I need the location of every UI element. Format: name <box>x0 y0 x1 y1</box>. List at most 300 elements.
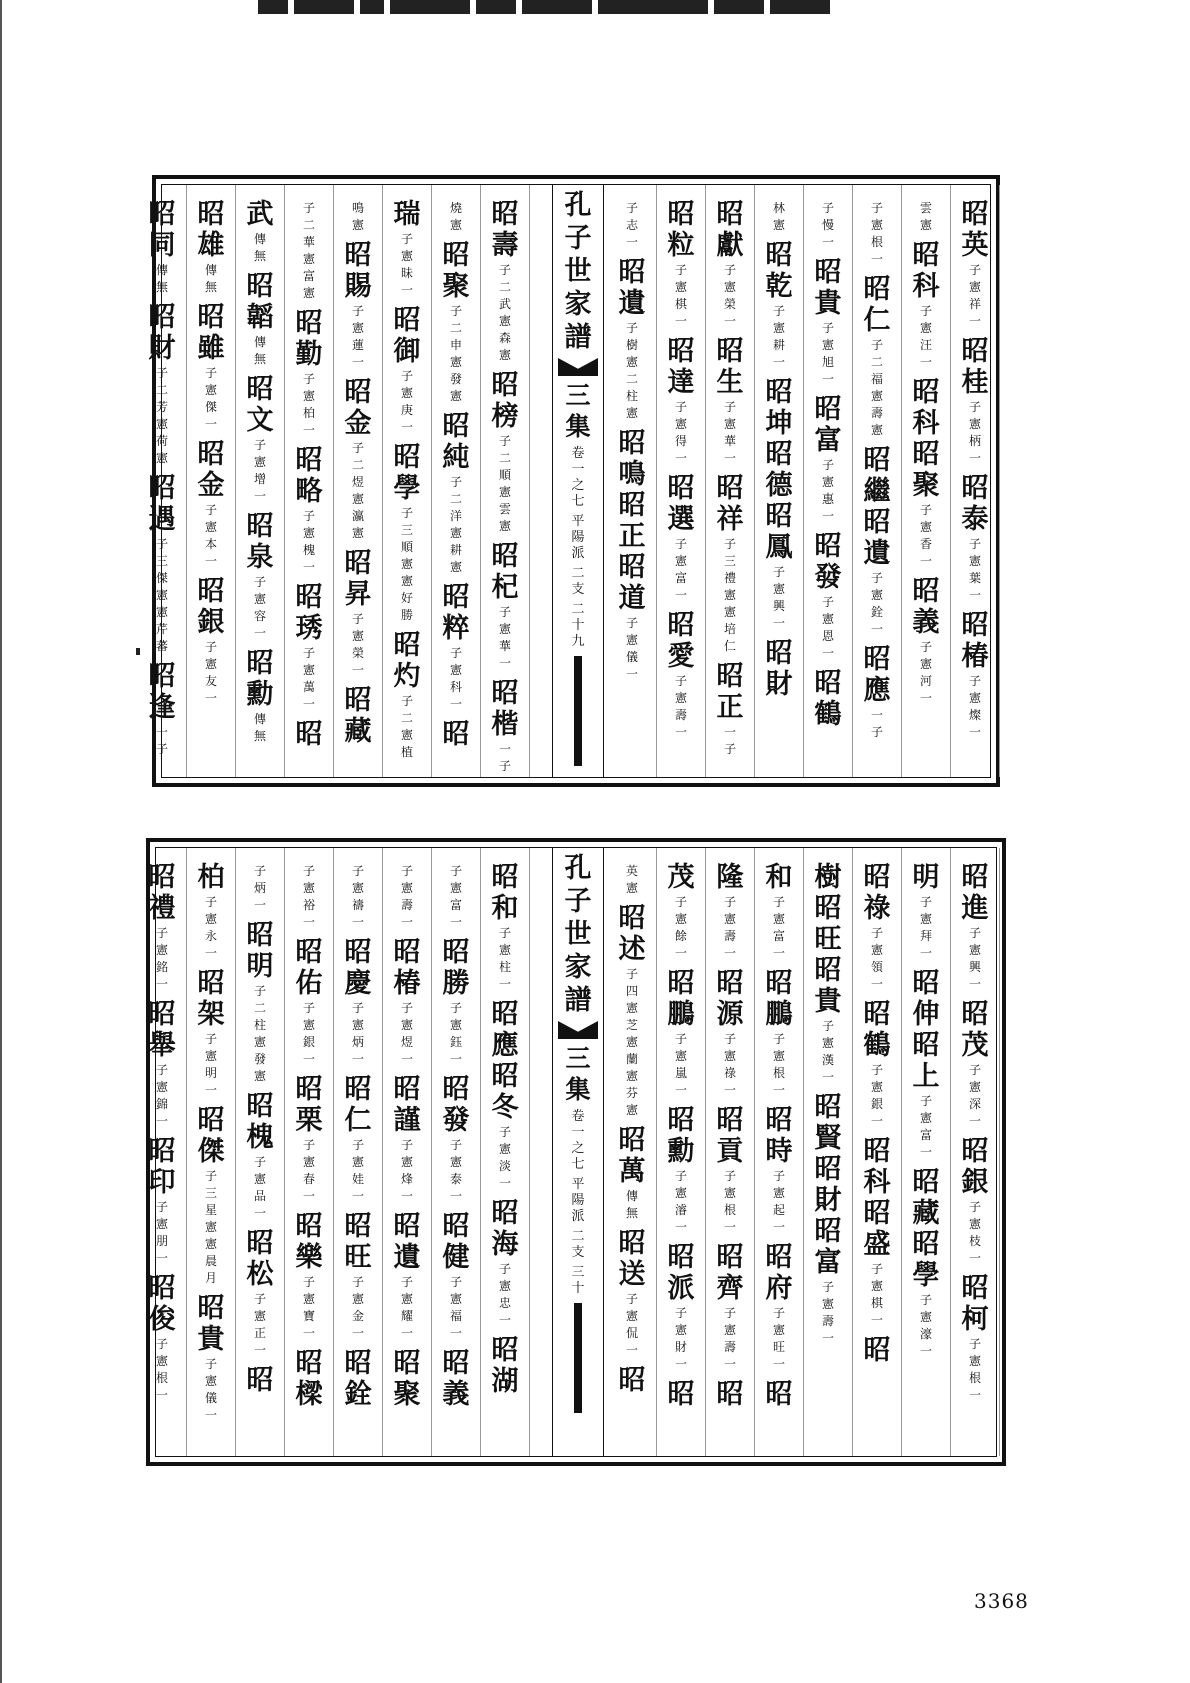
right-column <box>808 199 848 730</box>
descendant-note: 子 憲 耀 一 <box>400 1275 413 1340</box>
person-name: 昭 遇 <box>148 473 176 535</box>
right-column <box>906 199 946 713</box>
page-number: 3368 <box>974 1589 1029 1613</box>
person-name: 昭 達 <box>667 336 695 398</box>
descendant-note: 子 憲 增 一 <box>253 438 266 503</box>
descendant-note: 子 二 武 憲 森 憲 <box>498 263 511 362</box>
right-column <box>710 862 750 1410</box>
person-name: 昭 謹 <box>393 1074 421 1136</box>
column-rule <box>235 848 236 1456</box>
person-name: 昭 源 <box>716 968 744 1030</box>
person-name: 昭 勳 <box>246 648 274 710</box>
descendant-note: 子 二 洋 憲 耕 憲 <box>449 475 462 574</box>
column-rule <box>901 185 902 777</box>
left-column <box>142 862 182 1410</box>
person-name: 昭 和 <box>491 862 519 924</box>
person-name: 昭 齊 <box>716 1242 744 1304</box>
person-name: 昭 遺 <box>863 507 891 569</box>
descendant-note: 子 憲 壽 一 <box>723 1306 736 1371</box>
fishtail-mark <box>558 358 598 376</box>
person-name: 昭 榜 <box>491 370 519 432</box>
left-column <box>338 862 378 1410</box>
descendant-note: 子 憲 榮 一 <box>723 263 736 328</box>
right-column <box>612 862 652 1396</box>
descendant-note: 子 憲 銘 一 <box>155 926 168 991</box>
person-name: 昭 遺 <box>393 1211 421 1273</box>
descendant-note: 子 憲 永 一 <box>204 895 217 960</box>
descendant-note: 子 憲 恩 一 <box>821 595 834 660</box>
descendant-note: 子 二 福 憲 壽 憲 <box>870 338 883 437</box>
column-rule <box>852 185 853 777</box>
person-name: 昭 <box>442 719 470 750</box>
person-name: 昭 鶴 <box>814 668 842 730</box>
descendant-note: 傳 無 <box>253 232 266 263</box>
person-name: 昭 義 <box>912 576 940 638</box>
sub-branch-label: 二 支 <box>571 566 585 597</box>
person-name: 昭 勤 <box>295 308 323 370</box>
person-name: 昭 桂 <box>961 336 989 398</box>
descendant-note: 子 憲 旭 一 <box>821 321 834 386</box>
left-column <box>289 862 329 1410</box>
person-name: 昭 樑 <box>295 1348 323 1410</box>
descendant-note: 子 憲 儀 一 <box>625 616 638 681</box>
sub-branch-label: 二 支 <box>571 1229 585 1260</box>
descendant-note: 子 憲 根 一 <box>772 1032 785 1097</box>
person-name: 昭 <box>667 1379 695 1410</box>
person-name: 昭 金 <box>344 377 372 439</box>
descendant-note: 子 憲 烽 一 <box>400 1138 413 1203</box>
person-name: 昭 伸 <box>912 968 940 1030</box>
descendant-note: 子 憲 炳 一 <box>351 1001 364 1066</box>
fishtail-mark <box>558 1021 598 1039</box>
book-title: 孔 子 世 家 譜 <box>564 853 592 1016</box>
person-name: 昭 獻 <box>716 199 744 261</box>
descendant-note: 子 二 順 憲 雲 憲 <box>498 434 511 533</box>
person-name: 昭 時 <box>765 1105 793 1167</box>
column-rule <box>656 848 657 1456</box>
person-name: 昭 富 <box>814 1216 842 1278</box>
person-name: 昭 仁 <box>344 1074 372 1136</box>
descendant-note: 子 憲 香 一 <box>919 503 932 568</box>
descendant-note: 子 憲 娃 一 <box>351 1138 364 1203</box>
person-name: 昭 銓 <box>344 1348 372 1410</box>
descendant-note: 子 憲 柱 一 <box>498 926 511 991</box>
descendant-note: 子 憲 惠 一 <box>821 458 834 523</box>
descendant-note: 子 憲 得 一 <box>674 400 687 465</box>
descendant-note: 子 憲 汪 一 <box>919 304 932 369</box>
descendant-note: 子 憲 深 一 <box>968 1063 981 1128</box>
right-column <box>955 199 995 747</box>
person-name: 昭 仁 <box>863 274 891 336</box>
person-name: 昭 冬 <box>491 1061 519 1123</box>
person-name: 昭 義 <box>442 1348 470 1410</box>
descendant-note: 子 憲 銀 一 <box>870 1063 883 1128</box>
person-name: 昭 禮 <box>148 862 176 924</box>
descendant-note: 子 憲 濬 一 <box>674 1169 687 1234</box>
genealogy-panel-bottom <box>146 838 1006 1466</box>
column-rule <box>999 185 1000 777</box>
descendant-note: 子 三 星 憲 憲 晨 月 <box>204 1169 217 1285</box>
right-column <box>955 862 995 1410</box>
person-name: 昭 正 <box>618 490 646 552</box>
person-name: 昭 鶴 <box>863 999 891 1061</box>
person-name: 昭 愛 <box>667 610 695 672</box>
left-column <box>436 199 476 750</box>
descendant-note: 子 志 一 <box>625 201 638 249</box>
descendant-note: 雲 憲 <box>919 201 932 232</box>
descendant-note: 子 憲 朋 一 <box>155 1200 168 1265</box>
descendant-note: 傳 無 <box>625 1189 638 1220</box>
descendant-note: 子 憲 福 一 <box>449 1275 462 1340</box>
person-name: 昭 槐 <box>246 1091 274 1153</box>
person-name: 昭 發 <box>442 1074 470 1136</box>
person-name: 昭 健 <box>442 1211 470 1273</box>
panel-inner-border <box>148 847 997 1457</box>
right-column <box>759 199 799 700</box>
person-name: 昭 科 <box>912 377 940 439</box>
column-rule <box>186 848 187 1456</box>
person-name: 昭 乾 <box>765 240 793 302</box>
column-rule <box>705 848 706 1456</box>
descendant-note: 子 憲 富 一 <box>449 864 462 929</box>
descendant-note: 子 憲 枝 一 <box>968 1200 981 1265</box>
panel-inner-border <box>148 184 991 778</box>
person-name: 昭 應 <box>491 999 519 1061</box>
person-name: 昭 祥 <box>716 473 744 535</box>
volume-label: 卷 一 之 七 <box>571 1109 585 1172</box>
person-name: 昭 科 <box>912 240 940 302</box>
person-name: 昭 泰 <box>961 473 989 535</box>
descendant-note: 子 憲 榮 一 <box>351 612 364 677</box>
column-rule <box>852 848 853 1456</box>
right-column <box>857 862 897 1366</box>
book-title: 孔 子 世 家 譜 <box>564 190 592 353</box>
person-name: 昭 <box>765 1379 793 1410</box>
descendant-note: 子 憲 富 一 <box>919 1094 932 1159</box>
descendant-note: 子 憲 河 一 <box>919 640 932 705</box>
right-column <box>661 862 701 1410</box>
person-name: 昭 慶 <box>344 937 372 999</box>
descendant-note: 子 憲 壽 一 <box>400 864 413 929</box>
person-name: 昭 椿 <box>393 937 421 999</box>
descendant-note: 傳 無 <box>204 263 217 294</box>
column-rule <box>333 848 334 1456</box>
descendant-note: 子 憲 祿 一 <box>723 1032 736 1097</box>
descendant-note: 傳 無 <box>253 335 266 366</box>
person-name: 昭 德 <box>765 439 793 501</box>
column-rule <box>529 848 530 1456</box>
stray-mark <box>136 648 140 655</box>
descendant-note: 子 樹 憲 二 柱 憲 <box>625 321 638 420</box>
column-rule <box>705 185 706 777</box>
person-name: 昭 松 <box>246 1228 274 1290</box>
descendant-note: 傳 無 <box>155 263 168 294</box>
column-rule <box>480 185 481 777</box>
leaf-number: 二 十 九 <box>571 602 585 649</box>
person-name: 昭 鵬 <box>667 968 695 1030</box>
descendant-note: 子 憲 萬 一 <box>302 646 315 711</box>
descendant-note: 子 憲 禱 一 <box>351 864 364 929</box>
column-rule <box>431 185 432 777</box>
person-name: 昭 勳 <box>667 1105 695 1167</box>
descendant-note: 子 三 順 憲 憲 好 勝 <box>400 506 413 622</box>
column-rule <box>382 185 383 777</box>
person-name: 昭 佑 <box>295 937 323 999</box>
descendant-note: 子 憲 拜 一 <box>919 895 932 960</box>
person-name: 昭 <box>246 1365 274 1396</box>
person-name: 昭 楷 <box>491 678 519 740</box>
person-name: 昭 學 <box>393 442 421 504</box>
right-column <box>906 862 946 1366</box>
descendant-note: 子 憲 友 一 <box>204 640 217 705</box>
descendant-note: 子 憲 儀 一 <box>204 1357 217 1422</box>
column-rule <box>950 848 951 1456</box>
person-name: 昭 傑 <box>197 1105 225 1167</box>
person-name: 隆 <box>716 862 744 893</box>
person-name: 昭 琇 <box>295 582 323 644</box>
descendant-note: 子 憲 華 一 <box>723 400 736 465</box>
column-rule <box>754 185 755 777</box>
descendant-note: 子 憲 壽 一 <box>723 895 736 960</box>
descendant-note: 子 憲 棋 一 <box>870 1262 883 1327</box>
descendant-note: 子 憲 柄 一 <box>968 400 981 465</box>
descendant-note: 傳 無 <box>253 712 266 743</box>
left-column <box>485 862 525 1397</box>
person-name: 昭 發 <box>814 531 842 593</box>
person-name: 昭 英 <box>961 199 989 261</box>
person-name: 昭 財 <box>814 1154 842 1216</box>
center-bar-mark <box>574 656 582 766</box>
center-title-column <box>552 848 604 1456</box>
column-rule <box>333 185 334 777</box>
descendant-note: 英 憲 <box>625 864 638 895</box>
person-name: 昭 應 <box>863 644 891 706</box>
descendant-note: 子 憲 漢 一 <box>821 1019 834 1084</box>
descendant-note: 子 憲 棋 一 <box>674 263 687 328</box>
descendant-note: 子 憲 富 一 <box>674 537 687 602</box>
genealogy-panel-top <box>148 175 1000 787</box>
descendant-note: 子 憲 泰 一 <box>449 1138 462 1203</box>
person-name: 昭 聚 <box>912 439 940 501</box>
descendant-note: 子 憲 忠 一 <box>498 1262 511 1327</box>
person-name: 昭 粒 <box>667 199 695 261</box>
descendant-note: 子 三 傑 憲 憲 芹 蕃 <box>155 537 168 653</box>
descendant-note: 子 憲 旺 一 <box>772 1306 785 1371</box>
person-name: 昭 <box>716 1379 744 1410</box>
left-column <box>191 199 231 713</box>
column-rule <box>999 848 1000 1456</box>
column-rule <box>656 185 657 777</box>
left-column <box>387 862 427 1410</box>
descendant-note: 子 憲 銓 一 <box>870 571 883 636</box>
person-name: 昭 藏 <box>344 685 372 747</box>
descendant-note: 子 炳 一 <box>253 864 266 912</box>
descendant-note: 子 憲 煜 一 <box>400 1001 413 1066</box>
person-name: 昭 文 <box>246 374 274 436</box>
column-rule <box>480 848 481 1456</box>
person-name: 昭 貴 <box>814 257 842 319</box>
person-name: 昭 正 <box>716 661 744 723</box>
descendant-note: 子 二 煜 憲 瀛 憲 <box>351 441 364 540</box>
person-name: 昭 樂 <box>295 1211 323 1273</box>
column-rule <box>431 848 432 1456</box>
person-name: 昭 鳴 <box>618 428 646 490</box>
person-name: 昭 盛 <box>863 1198 891 1260</box>
column-rule <box>235 185 236 777</box>
person-name: 昭 萬 <box>618 1125 646 1187</box>
descendant-note: 一 子 <box>723 725 736 756</box>
center-title-column <box>552 185 604 777</box>
person-name: 瑞 <box>393 199 421 230</box>
person-name: 昭 御 <box>393 305 421 367</box>
right-column <box>661 199 701 747</box>
person-name: 昭 財 <box>765 638 793 700</box>
person-name: 昭 繼 <box>863 445 891 507</box>
person-name: 昭 派 <box>667 1242 695 1304</box>
descendant-note: 子 憲 容 一 <box>253 575 266 640</box>
descendant-note: 子 憲 蓮 一 <box>351 304 364 369</box>
descendant-note: 子 憲 燦 一 <box>968 674 981 739</box>
right-column <box>612 199 652 689</box>
person-name: 昭 泉 <box>246 511 274 573</box>
descendant-note: 子 憲 庚 一 <box>400 369 413 434</box>
person-name: 昭 湖 <box>491 1335 519 1397</box>
descendant-note: 林 憲 <box>772 201 785 232</box>
person-name: 昭 聚 <box>393 1348 421 1410</box>
descendant-note: 子 憲 正 一 <box>253 1292 266 1357</box>
person-name: 昭 灼 <box>393 630 421 692</box>
descendant-note: 子 憲 科 一 <box>449 646 462 711</box>
descendant-note: 子 二 憲 植 <box>400 694 413 759</box>
descendant-note: 子 憲 壽 一 <box>674 674 687 739</box>
descendant-note: 子 憲 品 一 <box>253 1155 266 1220</box>
descendant-note: 子 憲 柏 一 <box>302 372 315 437</box>
descendant-note: 子 憲 興 一 <box>772 565 785 630</box>
collection-label: 三 集 <box>565 1044 591 1104</box>
column-rule <box>803 185 804 777</box>
person-name: 昭 俊 <box>148 1273 176 1335</box>
person-name: 昭 逢 <box>148 661 176 723</box>
cropped-header-scrap <box>258 0 938 20</box>
descendant-note: 子 憲 鈺 一 <box>449 1001 462 1066</box>
descendant-note: 子 憲 春 一 <box>302 1138 315 1203</box>
person-name: 昭 遺 <box>618 257 646 319</box>
person-name: 昭 送 <box>618 1228 646 1290</box>
person-name: 昭 昇 <box>344 548 372 610</box>
descendant-note: 子 憲 壽 一 <box>821 1280 834 1345</box>
person-name: 昭 杞 <box>491 541 519 603</box>
person-name: 昭 選 <box>667 473 695 535</box>
person-name: 昭 雖 <box>197 302 225 364</box>
person-name: 昭 鳳 <box>765 501 793 563</box>
right-column <box>710 199 750 764</box>
descendant-note: 子 四 憲 芝 憲 蘭 憲 芬 憲 <box>625 967 638 1117</box>
descendant-note: 子 憲 昧 一 <box>400 232 413 297</box>
person-name: 昭 道 <box>618 552 646 614</box>
person-name: 昭 <box>295 719 323 750</box>
left-column <box>240 199 280 751</box>
descendant-note: 子 憲 富 一 <box>772 895 785 960</box>
person-name: 昭 栗 <box>295 1074 323 1136</box>
left-column <box>289 199 329 750</box>
person-name: 昭 椿 <box>961 610 989 672</box>
descendant-note: 子 憲 餘 一 <box>674 895 687 960</box>
column-rule <box>529 185 530 777</box>
branch-label: 平 陽 派 <box>571 514 585 561</box>
descendant-note: 鳴 憲 <box>351 201 364 232</box>
descendant-note: 子 憲 根 一 <box>155 1337 168 1402</box>
person-name: 昭 賢 <box>814 1092 842 1154</box>
left-column <box>240 862 280 1396</box>
descendant-note: 子 憲 侃 一 <box>625 1292 638 1357</box>
descendant-note: 子 憲 嵐 一 <box>674 1032 687 1097</box>
person-name: 昭 印 <box>148 1136 176 1198</box>
person-name: 昭 鵬 <box>765 968 793 1030</box>
descendant-note: 子 憲 本 一 <box>204 503 217 568</box>
descendant-note: 子 憲 濠 一 <box>919 1293 932 1358</box>
descendant-note: 一 子 <box>155 725 168 756</box>
person-name: 昭 銀 <box>961 1136 989 1198</box>
descendant-note: 子 憲 耕 一 <box>772 304 785 369</box>
person-name: 昭 壽 <box>491 199 519 261</box>
person-name: 昭 茂 <box>961 999 989 1061</box>
descendant-note: 子 憲 明 一 <box>204 1032 217 1097</box>
person-name: 昭 生 <box>716 336 744 398</box>
column-rule <box>803 848 804 1456</box>
center-bar-mark <box>574 1303 582 1413</box>
person-name: 昭 旺 <box>344 1211 372 1273</box>
left-column <box>485 199 525 781</box>
collection-label: 三 集 <box>565 381 591 441</box>
person-name: 昭 科 <box>863 1136 891 1198</box>
right-column <box>857 199 897 747</box>
person-name: 昭 柯 <box>961 1273 989 1335</box>
descendant-note: 一 子 <box>498 742 511 773</box>
person-name: 昭 坤 <box>765 377 793 439</box>
person-name: 昭 貢 <box>716 1105 744 1167</box>
left-column <box>142 199 182 764</box>
left-column <box>191 862 231 1430</box>
person-name: 昭 述 <box>618 903 646 965</box>
person-name: 昭 舉 <box>148 999 176 1061</box>
person-name: 昭 明 <box>246 920 274 982</box>
person-name: 昭 府 <box>765 1242 793 1304</box>
person-name: 樹 <box>814 862 842 893</box>
person-name: 昭 勝 <box>442 937 470 999</box>
person-name: 昭 藏 <box>912 1167 940 1229</box>
person-name: 昭 <box>618 1365 646 1396</box>
left-column <box>387 199 427 767</box>
descendant-note: 子 憲 興 一 <box>968 926 981 991</box>
person-name: 昭 海 <box>491 1198 519 1260</box>
person-name: 武 <box>246 199 274 230</box>
person-name: 昭 進 <box>961 862 989 924</box>
person-name: 昭 上 <box>912 1030 940 1092</box>
descendant-note: 子 憲 金 一 <box>351 1275 364 1340</box>
descendant-note: 子 憲 葉 一 <box>968 537 981 602</box>
descendant-note: 子 憲 寶 一 <box>302 1275 315 1340</box>
column-rule <box>382 848 383 1456</box>
column-rule <box>186 185 187 777</box>
descendant-note: 子 憲 傑 一 <box>204 366 217 431</box>
descendant-note: 子 二 芳 憲 荷 憲 <box>155 366 168 465</box>
person-name: 昭 雄 <box>197 199 225 261</box>
person-name: 昭 財 <box>148 302 176 364</box>
person-name: 昭 學 <box>912 1229 940 1291</box>
person-name: 昭 同 <box>148 199 176 261</box>
descendant-note: 子 憲 領 一 <box>870 926 883 991</box>
descendant-note: 子 憲 淡 一 <box>498 1125 511 1190</box>
